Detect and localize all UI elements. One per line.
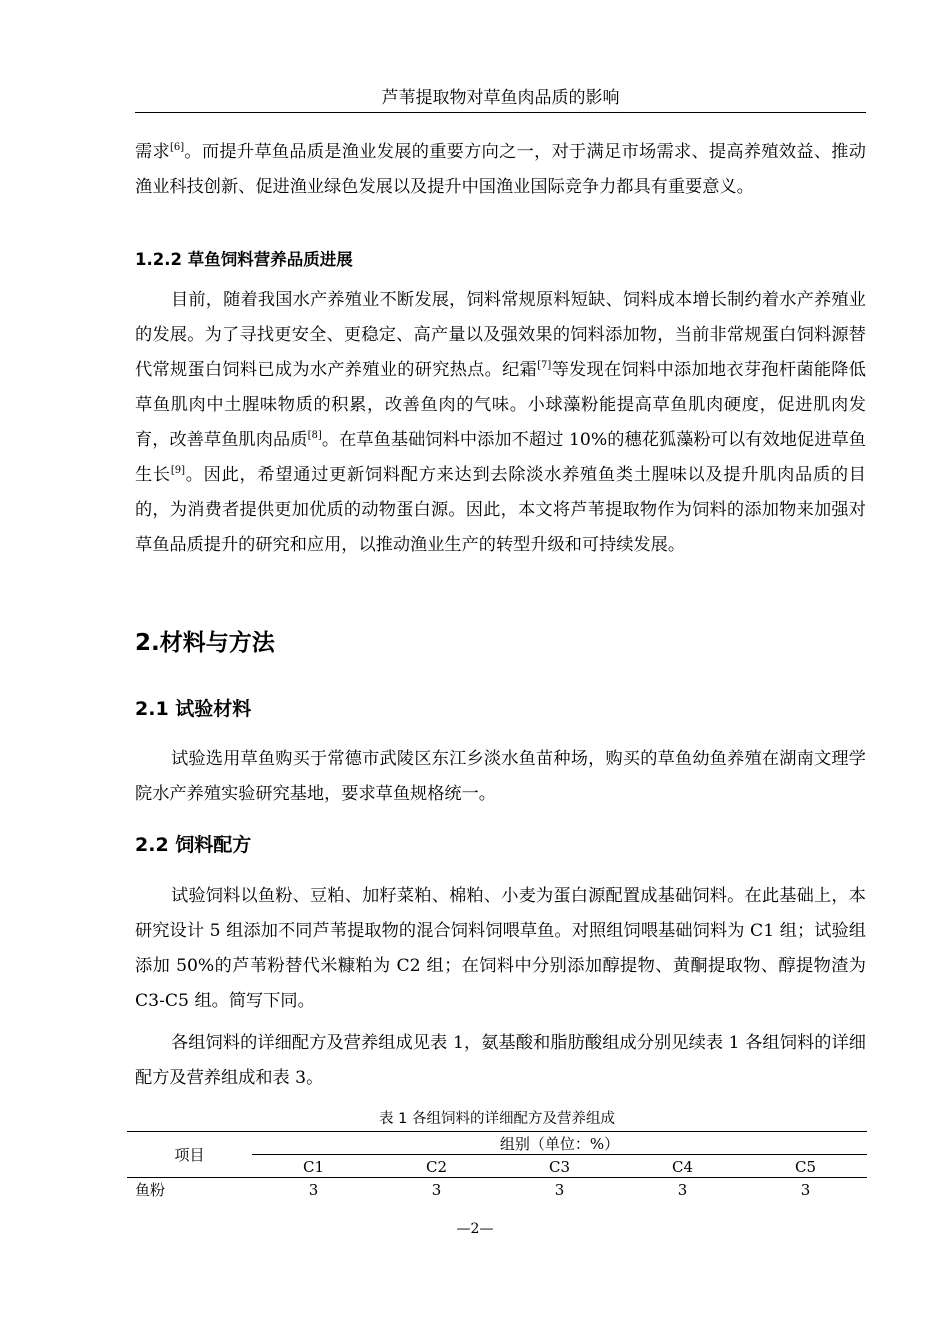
running-header: 芦苇提取物对草鱼肉品质的影响: [381, 88, 620, 108]
intro-paragraph: [135, 135, 866, 205]
citation-6: [6]: [169, 142, 185, 153]
section-heading-2: 2.材料与方法: [135, 630, 275, 656]
section-heading-2-2: 2.2 饲料配方: [135, 834, 252, 856]
section-2-2-paragraph-1: [135, 879, 866, 1019]
table-column-header: C3: [548, 1158, 571, 1176]
paragraph-text: 试验选用草鱼购买于常德市武陵区东江乡淡水鱼苗种场，购买的草鱼幼鱼养殖在湖南文理学院水产养殖实验研究基地，要求草鱼规格统一。: [135, 749, 866, 804]
table-item-header: 项目: [174, 1146, 205, 1164]
section-2-2-paragraph-2: [135, 1026, 866, 1096]
table-cell: 3: [554, 1181, 565, 1199]
table-column-header: C5: [794, 1158, 817, 1176]
table-header-rule: [127, 1177, 867, 1178]
section-heading-2-1: 2.1 试验材料: [135, 698, 252, 720]
paragraph-text: 等发现在饲料中添加地衣芽孢杆菌能降低草鱼肌肉中土腥味物质的积累，改善鱼肉的气味。小球藻粉能提高草鱼肌肉硬度，促进肌肉发育，改善草鱼肌肉品质: [135, 360, 866, 450]
paragraph-text: 。在草鱼基础饲料中添加不超过 10%的穗花狐藻粉可以有效地促进草鱼生长: [135, 430, 866, 485]
intro-text-2: 。而提升草鱼品质是渔业发展的重要方向之一，对于满足市场需求、提高养殖效益、推动渔业科技创新、促进渔业绿色发展以及提升中国渔业国际竞争力都具有重要意义。: [135, 142, 866, 197]
table-group-header: 组别（单位：%）: [499, 1135, 620, 1153]
table-column-header: C4: [671, 1158, 694, 1176]
section-2-1-paragraph: [135, 742, 866, 812]
paragraph-text: 各组饲料的详细配方及营养组成见表 1，氨基酸和脂肪酸组成分别见续表 1 各组饲料的详细配方及营养组成和表 3。: [135, 1033, 866, 1088]
citation-8: [8]: [307, 430, 322, 441]
table-cell: 3: [677, 1181, 688, 1199]
citation-9: [9]: [170, 465, 186, 476]
citation-7: [7]: [537, 360, 552, 371]
table-cell: 3: [800, 1181, 811, 1199]
header-rule: [135, 112, 866, 113]
section-1-2-2-paragraph: [135, 283, 866, 563]
table-caption: 表 1 各组饲料的详细配方及营养组成: [379, 1111, 615, 1127]
table-group-rule: [252, 1154, 867, 1155]
paragraph-text: 目前，随着我国水产养殖业不断发展，饲料常规原料短缺、饲料成本增长制约着水产养殖业的发展。为了寻找更安全、更稳定、高产量以及强效果的饲料添加物，当前非常规蛋白饲料源替代常规蛋白饲料已成为水产养殖业的研究热点。纪霜: [135, 290, 866, 380]
section-heading-1-2-2: 1.2.2 草鱼饲料营养品质进展: [135, 250, 353, 269]
table-cell: 3: [308, 1181, 319, 1199]
table-row-label: 鱼粉: [135, 1181, 166, 1199]
table-cell: 3: [431, 1181, 442, 1199]
page-number: —2—: [456, 1221, 494, 1237]
table-top-rule: [127, 1131, 867, 1132]
intro-text-1: 需求: [135, 142, 170, 162]
paragraph-text: 试验饲料以鱼粉、豆粕、加籽菜粕、棉粕、小麦为蛋白源配置成基础饲料。在此基础上，本研究设计 5 组添加不同芦苇提取物的混合饲料饲喂草鱼。对照组饲喂基础饲料为 C1 组；试验组添加 50%的芦苇粉替代米糠粕为 C2 组；在饲料中分别添加醇提物、黄酮提取物、醇提物渣为 C3-C5 组。简写下同。: [135, 886, 866, 1011]
table-column-header: C2: [425, 1158, 448, 1176]
table-column-header: C1: [302, 1158, 325, 1176]
paragraph-text: 。因此，希望通过更新饲料配方来达到去除淡水养殖鱼类土腥味以及提升肌肉品质的目的，为消费者提供更加优质的动物蛋白源。因此，本文将芦苇提取物作为饲料的添加物来加强对草鱼品质提升的研究和应用，以推动渔业生产的转型升级和可持续发展。: [135, 465, 866, 555]
